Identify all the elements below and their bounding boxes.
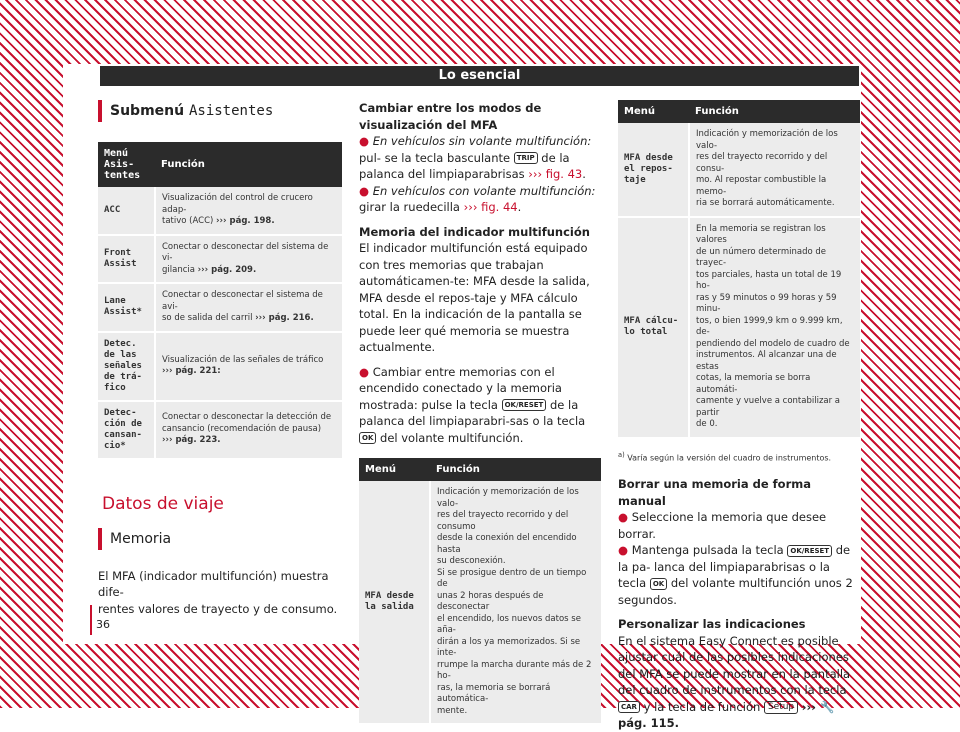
car-key-icon: CAR bbox=[618, 701, 640, 713]
memoria-paragraph: El indicador multifunción está equipado con tres memorias que trabajan automáticamen-te: MFA desde la salida, MFA desde el repos-taje y MFA cálculo total. En la indicación de la pantalla se puede leer qué memoria se muestra actualmente. bbox=[359, 241, 590, 354]
column-1 bbox=[98, 100, 342, 617]
ok-key-icon: OK bbox=[650, 578, 667, 590]
personalizar-paragraph: En el sistema Easy Connect es posible ajustar cuál de las posibles indicaciones del MFA se puede mostrar en la pantalla del cuadro de instrumentos con la tecla CAR y la tecla de función Setup ››› 🔧 pág. 115. bbox=[618, 633, 851, 731]
bullet-item: ● En vehículos con volante multifunción: girar la ruedecilla ››› fig. 44. bbox=[359, 183, 596, 214]
ok-key-icon: OK bbox=[359, 432, 376, 444]
col-menu-header: Menú Asis- tentes bbox=[98, 142, 155, 187]
table-row: Front Assist Conectar o desconectar del sistema de vi- gilancia ››› pág. 209. bbox=[98, 235, 342, 284]
heading-personalizar: Personalizar las indicaciones bbox=[618, 617, 806, 632]
datos-title: Datos de viaje bbox=[102, 493, 224, 514]
bullet-item: ● Cambiar entre memorias con el encendido conectado y la memoria mostrada: pulse la tecla OK/RESET de la palanca del limpiaparabri-sas o la tecla OK del volante multifunción. bbox=[359, 364, 586, 445]
wrench-icon: 🔧 bbox=[820, 699, 835, 714]
table-row: Lane Assist* Conectar o desconectar el sistema de avi- so de salida del carril ››› pág. 216. bbox=[98, 283, 342, 332]
table-row: MFA desde el repos- taje Indicación y memorización de los valo- res del trayecto recorrido y del consu- mo. Al repostar combustible la memo- ria se borrará automáticamente. bbox=[618, 123, 860, 217]
page-number: 36 bbox=[96, 618, 110, 631]
submenu-heading: Submenú Asistentes bbox=[98, 100, 342, 122]
table-row: Detec- ción de cansan- cio* Conectar o desconectar la detección de cansancio (recomendación de pausa) ››› pág. 223. bbox=[98, 401, 342, 459]
trip-key-icon: TRIP bbox=[514, 152, 538, 164]
heading-memoria: Memoria del indicador multifunción bbox=[359, 224, 590, 239]
page-ref-link[interactable]: ››› pág. 223. bbox=[162, 435, 221, 446]
col-menu-header: Menú bbox=[618, 100, 689, 123]
page-header: Lo esencial bbox=[100, 66, 859, 86]
memoria-subtitle: Memoria bbox=[98, 528, 342, 550]
okreset-key-icon: OK/RESET bbox=[787, 545, 832, 557]
heading-modes: Cambiar entre los modos de visualización del MFA bbox=[359, 101, 542, 132]
col-func-header: Función bbox=[155, 142, 342, 187]
page-ref-link[interactable]: ››› pág. 221: bbox=[162, 366, 221, 376]
table-row: MFA cálcu- lo total En la memoria se registran los valores de un número determinado de trayec- tos parciales, hasta un total de 19 ho- ras y 59 minutos o 99 horas y 59 minu- tos, o bien 1999,9 km o 9.999 km, de- pendiendo del modelo de cuadro de instrumentos. Al alcanzar una de estas cotas, la memoria se borra automáti- camente y vuelve a contabilizar a partir de 0. bbox=[618, 217, 860, 438]
mfa-table-2 bbox=[618, 100, 860, 439]
setup-key-icon: Setup bbox=[764, 701, 798, 714]
submenu-table bbox=[98, 142, 342, 460]
footnote: $^{a)}$ Varía según la versión del cuadro de instrumentos. bbox=[618, 450, 832, 463]
table-row: MFA desde la salida Indicación y memorización de los valo- res del trayecto recorrido y del consumo desde la conexión del encendido hasta su desconexión. Si se prosigue dentro de un tiempo de unas 2 horas después de desconectar el encendido, los nuevos datos se aña- dirán a los ya memorizados. Si se inte- rrumpe la marcha durante más de 2 ho- ras, la memoria se borrará automática- mente. bbox=[359, 481, 601, 724]
column-2 bbox=[359, 100, 601, 725]
page-ref-link[interactable]: pág. 115. bbox=[618, 716, 679, 731]
page-number-bar bbox=[90, 605, 92, 635]
datos-intro: El MFA (indicador multifunción) muestra dife- rentes valores de trayecto y de consumo. bbox=[98, 568, 338, 616]
okreset-key-icon: OK/RESET bbox=[502, 399, 547, 411]
col-func-header: Función bbox=[689, 100, 860, 123]
table-row: ACC Visualización del control de crucero adap- tativo (ACC) ››› pág. 198. bbox=[98, 187, 342, 235]
mfa-table-1 bbox=[359, 458, 601, 725]
page-ref-link[interactable]: ››› pág. 209. bbox=[197, 264, 257, 275]
bullet-item: ● En vehículos sin volante multifunción: pul- se la tecla basculante TRIP de la palanca del limpiaparabrisas ››› fig. 43. bbox=[359, 134, 592, 181]
heading-borrar: Borrar una memoria de forma manual bbox=[618, 477, 811, 508]
bullet-item: ● Seleccione la memoria que desee borrar. bbox=[618, 510, 827, 541]
page-ref-link[interactable]: ››› pág. 216. bbox=[255, 313, 314, 323]
fig-ref-link[interactable]: ››› fig. 43 bbox=[528, 167, 583, 181]
col-menu-header: Menú bbox=[359, 458, 430, 481]
column-3 bbox=[618, 100, 860, 732]
col-func-header: Función bbox=[430, 458, 601, 481]
page-ref-link[interactable]: ››› pág. 198. bbox=[216, 216, 275, 226]
fig-ref-link[interactable]: ››› fig. 44 bbox=[463, 200, 518, 214]
bullet-item: ● Mantenga pulsada la tecla OK/RESET de la pa- lanca del limpiaparabrisas o la tecla OK del volante multifunción unos 2 segundos. bbox=[618, 543, 853, 607]
table-row: Detec. de las señales de trá- fico Visualización de las señales de tráfico ››› pág. 221: bbox=[98, 332, 342, 401]
